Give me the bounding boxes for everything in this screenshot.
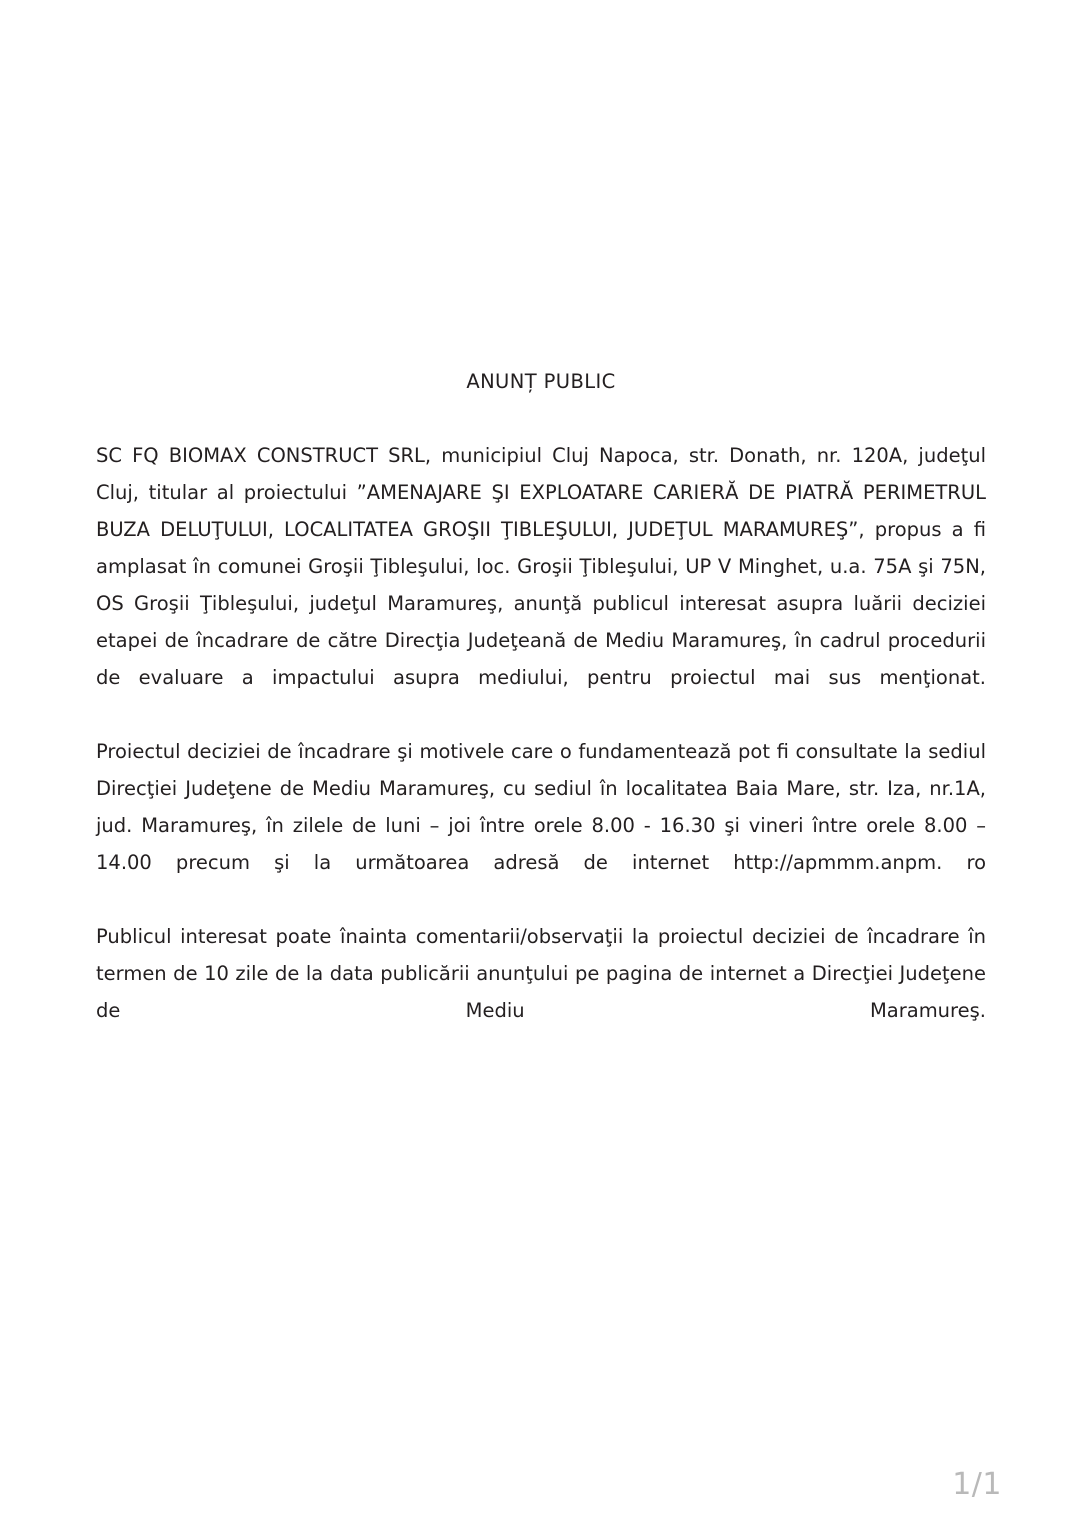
paragraph-announcement-intro: SC FQ BIOMAX CONSTRUCT SRL, municipiul Cluj Napoca, str. Donath, nr. 120A, judeţul Cluj, titular al proiectului ”AMENAJARE ŞI EXPLOATARE CARIERĂ DE PIATRĂ PERIMETRUL BUZA DELUŢULUI, LOCALITATEA GROŞII ŢIBLEŞULUI, JUDEŢUL MARAMUREŞ”, propus a fi amplasat în comunei Groşii Ţibleşului, loc. Groşii Ţibleşului, UP V Minghet, u.a. 75A şi 75N, OS Groşii Ţibleşului, judeţul Maramureş, anunţă publicul interesat asupra luării deciziei etapei de încadrare de către Direcţia Judeţeană de Mediu Maramureş, în cadrul procedurii de evaluare a impactului asupra mediului, pentru proiectul mai sus menţionat.: [96, 444, 986, 689]
page-title: ANUNȚ PUBLIC: [466, 370, 616, 393]
document-body: [96, 370, 986, 1066]
page-indicator: 1/1: [952, 1467, 1002, 1502]
paragraph-consultation-details: Proiectul deciziei de încadrare şi motivele care o fundamentează pot fi consultate la sediul Direcţiei Judeţene de Mediu Maramureş, cu sediul în localitatea Baia Mare, str. Iza, nr.1A, jud. Maramureş, în zilele de luni – joi între orele 8.00 - 16.30 şi vineri între orele 8.00 – 14.00 precum şi la următoarea adresă de internet http://apmmm.anpm. ro: [96, 740, 986, 874]
paragraph-public-comments: Publicul interesat poate înainta comentarii/observaţii la proiectul deciziei de încadrare în termen de 10 zile de la data publicării anunţului pe pagina de internet a Direcţiei Judeţene de Mediu Maramureş.: [96, 925, 986, 1022]
